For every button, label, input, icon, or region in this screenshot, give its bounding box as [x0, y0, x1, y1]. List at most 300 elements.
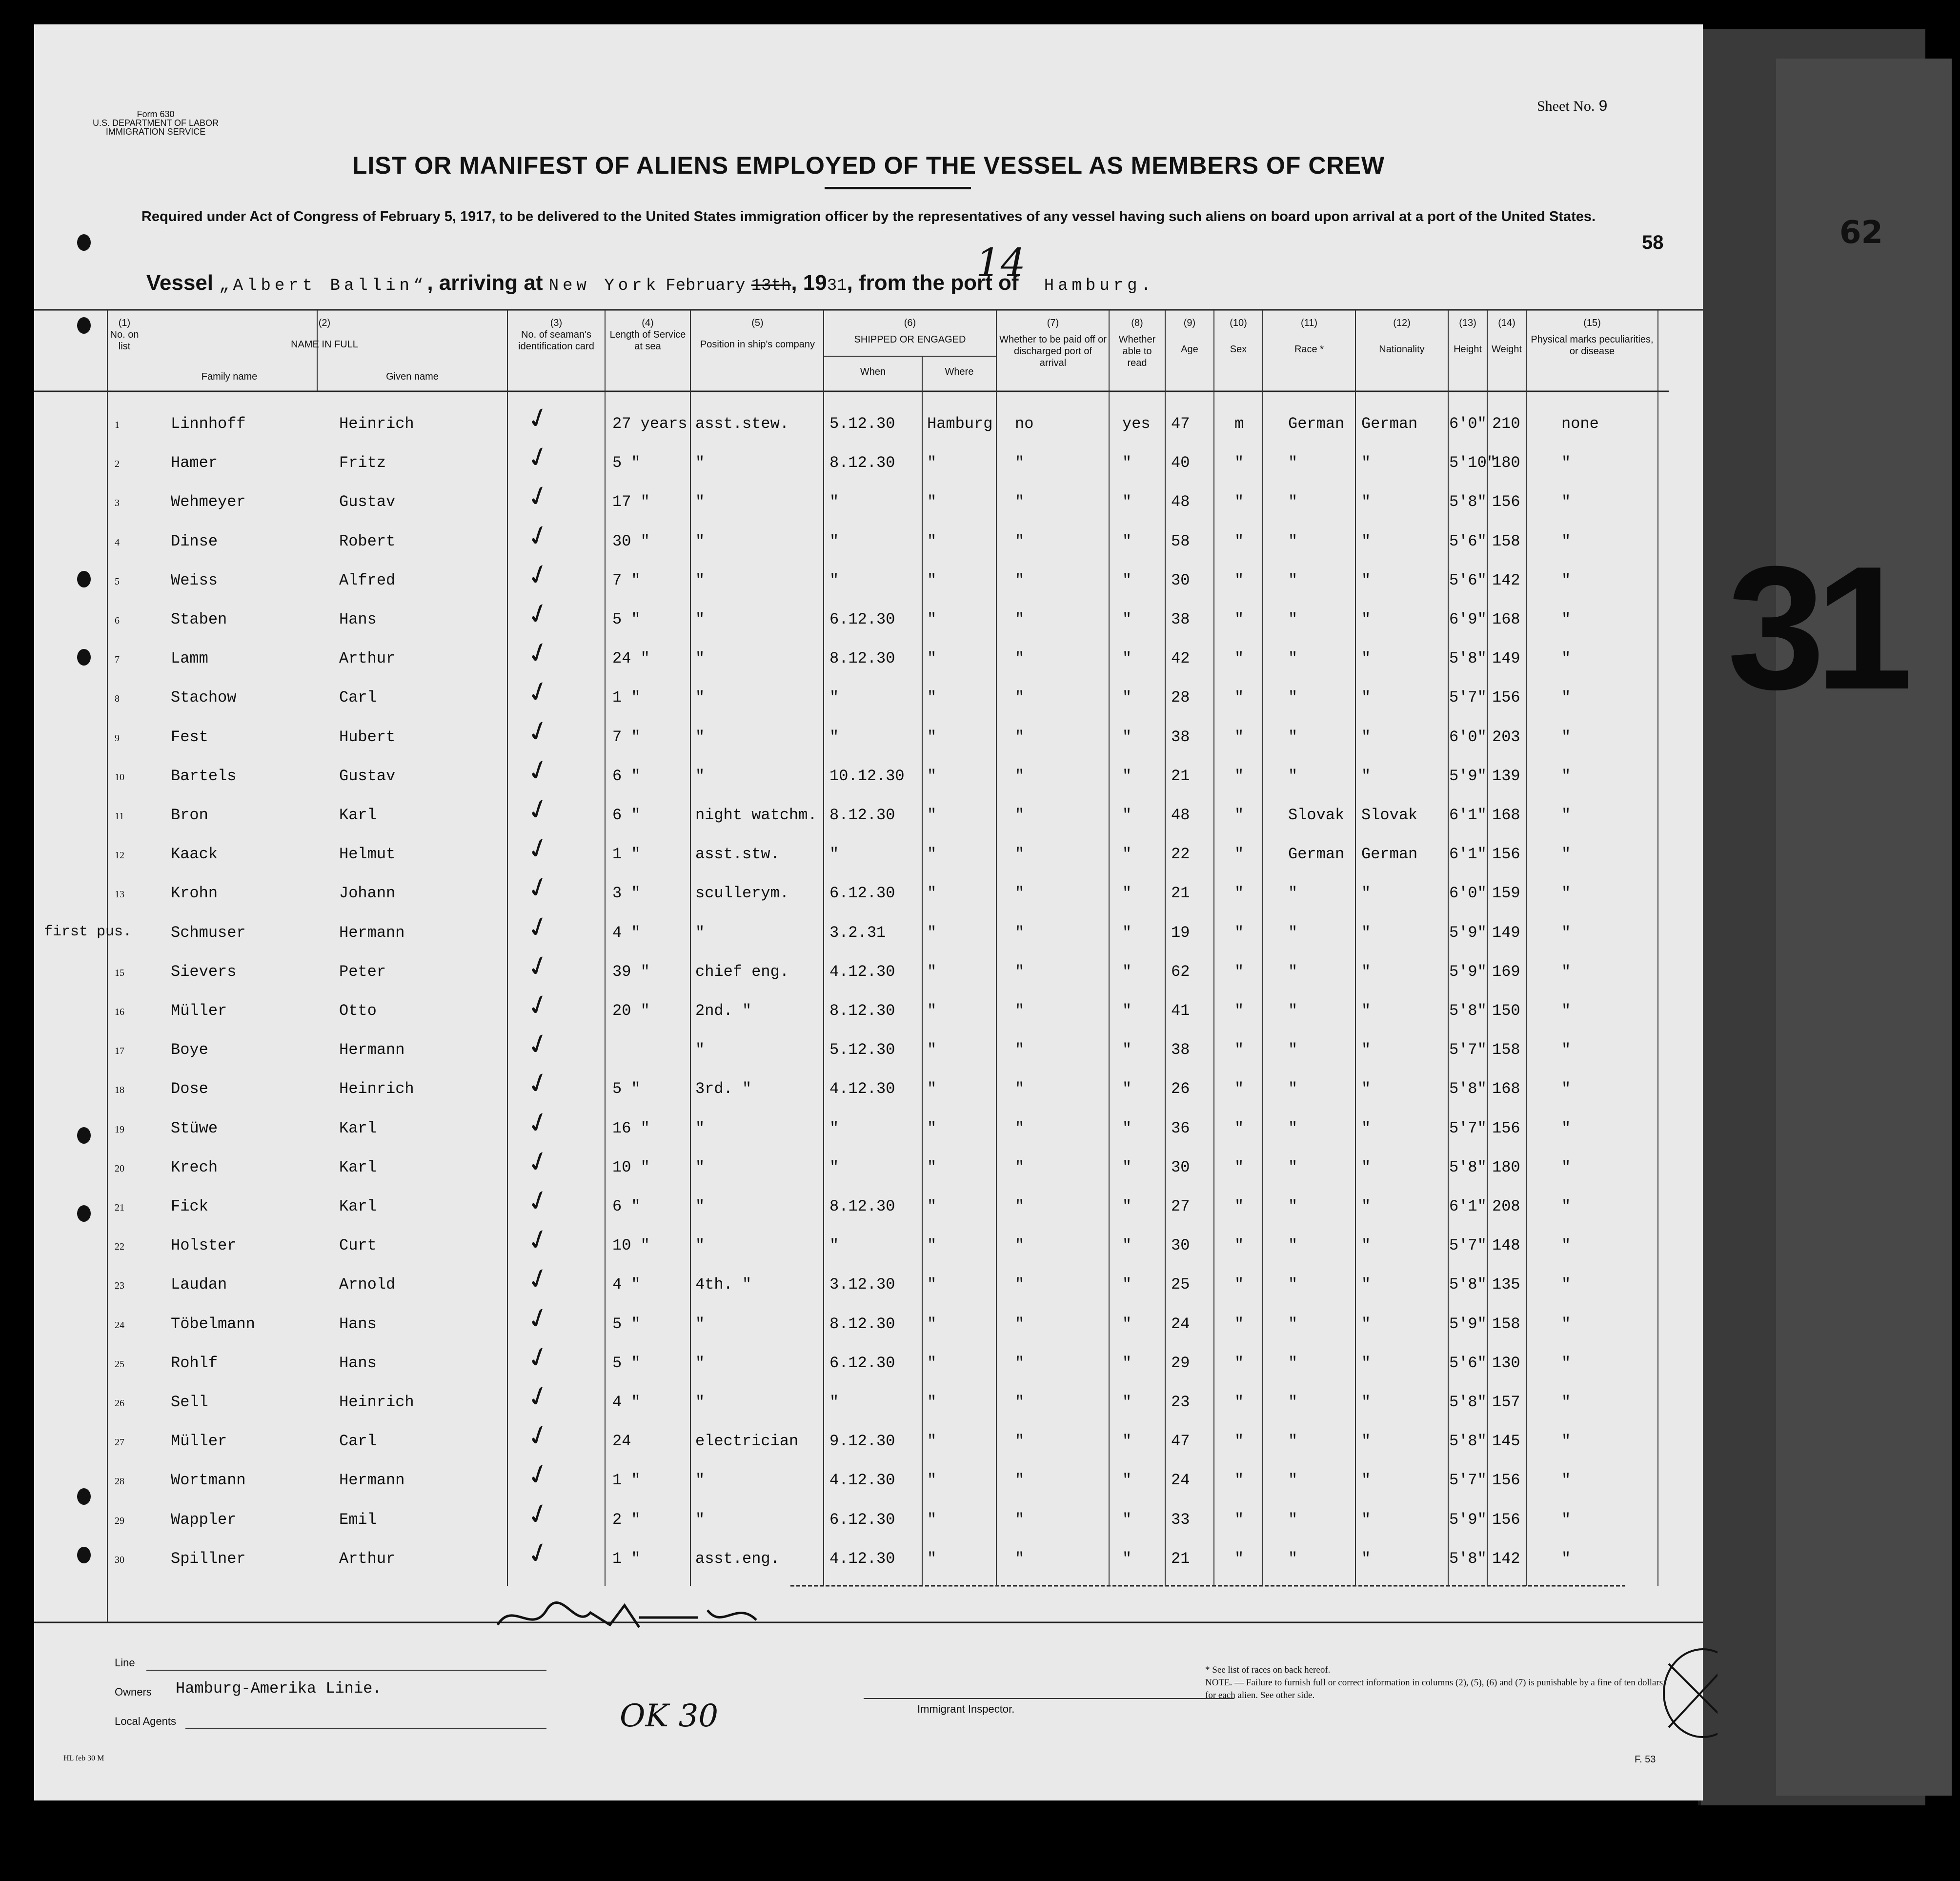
- engaged-date-cell: 3.2.31: [829, 923, 886, 942]
- physical-marks-cell: ": [1561, 1354, 1571, 1372]
- sex-cell: ": [1234, 1471, 1244, 1490]
- age-cell: 23: [1171, 1393, 1190, 1411]
- length-of-service-cell: 27 years: [612, 415, 687, 433]
- height-cell: 6'0": [1449, 728, 1487, 746]
- engaged-port-cell: ": [927, 1158, 937, 1176]
- engaged-date-cell: ": [829, 1393, 839, 1411]
- sex-cell: ": [1234, 688, 1244, 707]
- length-of-service-cell: 6 ": [612, 767, 641, 785]
- ship-position-cell: ": [695, 571, 705, 589]
- race-cell: ": [1288, 884, 1298, 903]
- title-underline: [825, 187, 971, 189]
- checkmark-icon: ✓: [523, 791, 554, 829]
- row-number: 16: [115, 1007, 124, 1017]
- nationality-cell: ": [1361, 728, 1371, 746]
- height-cell: 6'1": [1449, 1197, 1487, 1215]
- checkmark-icon: ✓: [523, 1182, 554, 1220]
- given-name-cell: Karl: [339, 806, 377, 824]
- sex-cell: ": [1234, 1041, 1244, 1059]
- given-name-cell: Carl: [339, 688, 377, 707]
- able-to-read-cell: ": [1122, 767, 1132, 785]
- checkmark-icon: ✓: [523, 634, 554, 672]
- background-folder-back: [1776, 59, 1952, 1796]
- ship-position-cell: ": [695, 1158, 705, 1176]
- nationality-cell: ": [1361, 1549, 1371, 1568]
- binder-hole: [77, 1127, 91, 1144]
- sheet-number: [1537, 98, 1608, 116]
- binder-hole: [77, 1488, 91, 1505]
- able-to-read-cell: ": [1122, 923, 1132, 942]
- checkmark-icon: ✓: [523, 830, 554, 868]
- weight-cell: 142: [1492, 571, 1520, 589]
- sex-cell: ": [1234, 728, 1244, 746]
- paid-off-cell: ": [1015, 532, 1025, 550]
- height-cell: 5'9": [1449, 962, 1487, 981]
- nationality-cell: ": [1361, 1471, 1371, 1490]
- age-cell: 41: [1171, 1002, 1190, 1020]
- column-index: (6): [904, 318, 916, 328]
- family-name-cell: Lamm: [171, 649, 208, 668]
- line-rule: [146, 1670, 546, 1671]
- length-of-service-cell: 4 ": [612, 923, 641, 942]
- ship-position-cell: electrician: [695, 1432, 799, 1451]
- physical-marks-cell: ": [1561, 1236, 1571, 1255]
- paid-off-cell: ": [1015, 454, 1025, 472]
- age-cell: 21: [1171, 1549, 1190, 1568]
- weight-cell: 168: [1492, 806, 1520, 824]
- family-name-cell: Krohn: [171, 884, 218, 903]
- height-cell: 5'8": [1449, 1158, 1487, 1176]
- sex-cell: ": [1234, 1197, 1244, 1215]
- engaged-port-cell: ": [927, 1471, 937, 1490]
- race-cell: ": [1288, 688, 1298, 707]
- nationality-cell: ": [1361, 1119, 1371, 1137]
- row-number: 7: [115, 654, 120, 666]
- family-name-cell: Laudan: [171, 1275, 227, 1294]
- able-to-read-cell: ": [1122, 649, 1132, 668]
- row-number: 29: [115, 1515, 124, 1526]
- paid-off-cell: ": [1015, 845, 1025, 864]
- able-to-read-cell: ": [1122, 728, 1132, 746]
- binder-hole: [77, 1205, 91, 1222]
- able-to-read-cell: ": [1122, 1315, 1132, 1333]
- ship-position-cell: ": [695, 728, 705, 746]
- sex-cell: ": [1234, 884, 1244, 903]
- arrival-month: February: [666, 277, 746, 295]
- physical-marks-cell: ": [1561, 728, 1571, 746]
- column-label: NAME IN FULL: [291, 339, 358, 350]
- sex-cell: ": [1234, 571, 1244, 589]
- race-cell: ": [1288, 1197, 1298, 1215]
- paid-off-cell: ": [1015, 1393, 1025, 1411]
- column-index: (10): [1230, 318, 1247, 328]
- column-label: No. of seaman's identification card: [518, 329, 594, 352]
- column-header-nationality: [1355, 317, 1448, 355]
- given-name-cell: Hermann: [339, 1041, 405, 1059]
- length-of-service-cell: 30 ": [612, 532, 650, 550]
- sex-cell: ": [1234, 767, 1244, 785]
- height-cell: 5'8": [1449, 1549, 1487, 1568]
- nationality-cell: ": [1361, 767, 1371, 785]
- sex-cell: ": [1234, 610, 1244, 628]
- age-cell: 25: [1171, 1275, 1190, 1294]
- age-cell: 47: [1171, 1432, 1190, 1451]
- family-name-cell: Bron: [171, 806, 208, 824]
- ship-position-cell: 3rd. ": [695, 1080, 752, 1098]
- paid-off-cell: ": [1015, 1080, 1025, 1098]
- height-cell: 5'6": [1449, 1354, 1487, 1372]
- given-name-cell: Heinrich: [339, 1080, 414, 1098]
- age-cell: 42: [1171, 649, 1190, 668]
- family-name-cell: Sievers: [171, 962, 237, 981]
- sex-cell: ": [1234, 845, 1244, 864]
- family-name-cell: Boye: [171, 1041, 208, 1059]
- height-cell: 5'8": [1449, 649, 1487, 668]
- engaged-port-cell: ": [927, 845, 937, 864]
- legal-requirement: Required under Act of Congress of February 5, 1917, to be delivered to the United States immigration officer by the representatives of any vessel having such aliens on board upon arrival at a port of the United States.: [141, 209, 1596, 224]
- given-name-cell: Gustav: [339, 767, 396, 785]
- checkmark-icon: ✓: [523, 1221, 554, 1259]
- nationality-cell: ": [1361, 962, 1371, 981]
- given-name-cell: Helmut: [339, 845, 396, 864]
- inspector-rule: [864, 1698, 1234, 1699]
- family-name-cell: Holster: [171, 1236, 237, 1255]
- agents-rule: [185, 1728, 546, 1729]
- race-cell: ": [1288, 923, 1298, 942]
- local-agents-label: Local Agents: [115, 1715, 176, 1727]
- engaged-port-cell: ": [927, 1510, 937, 1529]
- sex-cell: ": [1234, 1158, 1244, 1176]
- nationality-cell: ": [1361, 649, 1371, 668]
- paid-off-cell: ": [1015, 1549, 1025, 1568]
- age-cell: 62: [1171, 962, 1190, 981]
- sheet-number-label: Sheet No.: [1537, 98, 1595, 114]
- sex-cell: ": [1234, 1393, 1244, 1411]
- weight-cell: 142: [1492, 1549, 1520, 1568]
- column-index: (9): [1183, 318, 1196, 328]
- race-cell: ": [1288, 1080, 1298, 1098]
- able-to-read-cell: ": [1122, 532, 1132, 550]
- checkmark-icon: ✓: [523, 439, 554, 476]
- arrival-year: 31: [827, 277, 847, 295]
- column-header-age: [1165, 317, 1214, 355]
- family-name-cell: Schmuser: [171, 923, 246, 942]
- ship-position-cell: ": [695, 649, 705, 668]
- physical-marks-cell: ": [1561, 532, 1571, 550]
- paid-off-cell: ": [1015, 1432, 1025, 1451]
- able-to-read-cell: ": [1122, 493, 1132, 511]
- engaged-port-cell: ": [927, 1041, 937, 1059]
- column-label: Nationality: [1379, 344, 1425, 355]
- weight-cell: 148: [1492, 1236, 1520, 1255]
- sex-cell: ": [1234, 1080, 1244, 1098]
- paid-off-cell: ": [1015, 688, 1025, 707]
- height-cell: 5'7": [1449, 688, 1487, 707]
- height-cell: 5'6": [1449, 532, 1487, 550]
- weight-cell: 156: [1492, 493, 1520, 511]
- engaged-date-cell: 8.12.30: [829, 1197, 895, 1215]
- paid-off-cell: ": [1015, 728, 1025, 746]
- nationality-cell: ": [1361, 1158, 1371, 1176]
- ship-position-cell: ": [695, 688, 705, 707]
- weight-cell: 210: [1492, 415, 1520, 433]
- able-to-read-cell: ": [1122, 806, 1132, 824]
- weight-cell: 180: [1492, 454, 1520, 472]
- family-name-cell: Wehmeyer: [171, 493, 246, 511]
- family-name-cell: Weiss: [171, 571, 218, 589]
- height-cell: 5'7": [1449, 1236, 1487, 1255]
- ship-position-cell: ": [695, 454, 705, 472]
- engaged-port-cell: ": [927, 1549, 937, 1568]
- row-number: 27: [115, 1437, 124, 1448]
- engaged-date-cell: ": [829, 728, 839, 746]
- height-cell: 5'7": [1449, 1119, 1487, 1137]
- engaged-date-cell: 5.12.30: [829, 415, 895, 433]
- checkmark-icon: ✓: [523, 1026, 554, 1063]
- able-to-read-cell: ": [1122, 845, 1132, 864]
- row-number: 10: [115, 771, 124, 783]
- engaged-port-cell: ": [927, 767, 937, 785]
- weight-cell: 180: [1492, 1158, 1520, 1176]
- length-of-service-cell: 10 ": [612, 1236, 650, 1255]
- signature-scribble: [493, 1591, 766, 1644]
- family-name-cell: Bartels: [171, 767, 237, 785]
- ship-position-cell: ": [695, 1354, 705, 1372]
- family-name-cell: Wortmann: [171, 1471, 246, 1490]
- given-name-cell: Heinrich: [339, 1393, 414, 1411]
- family-name-cell: Linnhoff: [171, 415, 246, 433]
- physical-marks-cell: ": [1561, 806, 1571, 824]
- ship-position-cell: ": [695, 610, 705, 628]
- sex-cell: ": [1234, 1549, 1244, 1568]
- engaged-date-cell: 8.12.30: [829, 806, 895, 824]
- engaged-date-cell: ": [829, 532, 839, 550]
- length-of-service-cell: 39 ": [612, 962, 650, 981]
- able-to-read-cell: ": [1122, 1002, 1132, 1020]
- from-port-label: , from the port of: [847, 271, 1019, 295]
- paid-off-cell: ": [1015, 1510, 1025, 1529]
- physical-marks-cell: ": [1561, 688, 1571, 707]
- race-cell: ": [1288, 962, 1298, 981]
- length-of-service-cell: 1 ": [612, 845, 641, 864]
- engaged-port-cell: ": [927, 1119, 937, 1137]
- row-number: 6: [115, 615, 120, 626]
- length-of-service-cell: 16 ": [612, 1119, 650, 1137]
- nationality-cell: ": [1361, 1432, 1371, 1451]
- able-to-read-cell: ": [1122, 1354, 1132, 1372]
- engaged-port-cell: Hamburg: [927, 415, 993, 433]
- nationality-cell: ": [1361, 1275, 1371, 1294]
- column-header-name: [141, 317, 507, 350]
- column-label: Age: [1181, 344, 1198, 355]
- ship-position-cell: night watchm.: [695, 806, 817, 824]
- row-number: 30: [115, 1554, 124, 1565]
- physical-marks-cell: ": [1561, 1002, 1571, 1020]
- nationality-cell: ": [1361, 884, 1371, 903]
- physical-marks-cell: ": [1561, 571, 1571, 589]
- engaged-port-cell: ": [927, 1002, 937, 1020]
- checkmark-icon: ✓: [523, 948, 554, 985]
- height-cell: 5'7": [1449, 1471, 1487, 1490]
- column-subheader-where: Where: [945, 366, 974, 377]
- race-cell: ": [1288, 610, 1298, 628]
- binder-hole: [77, 1547, 91, 1563]
- sex-cell: ": [1234, 532, 1244, 550]
- footer-note: [1205, 1664, 1664, 1702]
- given-name-cell: Carl: [339, 1432, 377, 1451]
- engaged-date-cell: 4.12.30: [829, 962, 895, 981]
- column-index: (1): [118, 318, 131, 328]
- ship-position-cell: chief eng.: [695, 962, 789, 981]
- engaged-date-cell: ": [829, 1236, 839, 1255]
- physical-marks-cell: ": [1561, 1315, 1571, 1333]
- column-index: (4): [642, 318, 654, 328]
- family-name-cell: Sell: [171, 1393, 208, 1411]
- height-cell: 6'1": [1449, 806, 1487, 824]
- sex-cell: ": [1234, 923, 1244, 942]
- race-cell: ": [1288, 1002, 1298, 1020]
- age-cell: 38: [1171, 1041, 1190, 1059]
- line-label: Line: [115, 1657, 135, 1669]
- column-header-shipped: [824, 317, 996, 345]
- physical-marks-cell: ": [1561, 884, 1571, 903]
- race-cell: Slovak: [1288, 806, 1345, 824]
- given-name-cell: Karl: [339, 1197, 377, 1215]
- able-to-read-cell: ": [1122, 884, 1132, 903]
- family-name-cell: Kaack: [171, 845, 218, 864]
- race-cell: ": [1288, 1471, 1298, 1490]
- paid-off-cell: ": [1015, 767, 1025, 785]
- height-cell: 5'8": [1449, 1002, 1487, 1020]
- given-name-cell: Curt: [339, 1236, 377, 1255]
- weight-cell: 169: [1492, 962, 1520, 981]
- length-of-service-cell: 5 ": [612, 454, 641, 472]
- checkmark-icon: ✓: [523, 752, 554, 789]
- physical-marks-cell: ": [1561, 1510, 1571, 1529]
- paid-off-cell: ": [1015, 1158, 1025, 1176]
- race-note: * See list of races on back hereof.: [1205, 1665, 1331, 1675]
- sex-cell: ": [1234, 493, 1244, 511]
- age-cell: 30: [1171, 571, 1190, 589]
- family-name-cell: Müller: [171, 1432, 227, 1451]
- able-to-read-cell: ": [1122, 610, 1132, 628]
- family-name-cell: Wappler: [171, 1510, 237, 1529]
- ship-position-cell: ": [695, 1236, 705, 1255]
- given-name-cell: Hermann: [339, 923, 405, 942]
- column-header-read: [1111, 317, 1163, 369]
- year-label: , 19: [791, 271, 827, 295]
- nationality-cell: ": [1361, 1393, 1371, 1411]
- length-of-service-cell: 1 ": [612, 688, 641, 707]
- column-header-position: [693, 317, 822, 350]
- checkmark-icon: ✓: [523, 595, 554, 633]
- given-name-cell: Hans: [339, 1354, 377, 1372]
- manifest-sheet: [34, 24, 1703, 1800]
- age-cell: 33: [1171, 1510, 1190, 1529]
- column-header-sex: [1214, 317, 1263, 355]
- physical-marks-cell: ": [1561, 1119, 1571, 1137]
- column-header-physical-marks: [1529, 317, 1656, 357]
- age-cell: 27: [1171, 1197, 1190, 1215]
- paid-off-cell: ": [1015, 1315, 1025, 1333]
- sex-cell: ": [1234, 1236, 1244, 1255]
- nationality-cell: ": [1361, 1197, 1371, 1215]
- engaged-date-cell: ": [829, 1119, 839, 1137]
- weight-cell: 139: [1492, 767, 1520, 785]
- family-name-cell: Fick: [171, 1197, 208, 1215]
- engaged-date-cell: 8.12.30: [829, 1315, 895, 1333]
- race-cell: German: [1288, 415, 1345, 433]
- engaged-date-cell: 4.12.30: [829, 1471, 895, 1490]
- arriving-label: , arriving at: [427, 271, 543, 295]
- binder-hole: [77, 317, 91, 334]
- engaged-date-cell: 4.12.30: [829, 1080, 895, 1098]
- row-number: 3: [115, 498, 120, 509]
- sex-cell: ": [1234, 1275, 1244, 1294]
- height-cell: 5'9": [1449, 1315, 1487, 1333]
- row-number: 5: [115, 576, 120, 587]
- nationality-cell: ": [1361, 1236, 1371, 1255]
- given-name-cell: Heinrich: [339, 415, 414, 433]
- engaged-port-cell: ": [927, 1354, 937, 1372]
- nationality-cell: ": [1361, 493, 1371, 511]
- engaged-date-cell: ": [829, 1158, 839, 1176]
- able-to-read-cell: ": [1122, 1236, 1132, 1255]
- weight-cell: 168: [1492, 610, 1520, 628]
- checkmark-icon: ✓: [523, 1260, 554, 1298]
- given-name-cell: Karl: [339, 1119, 377, 1137]
- engaged-port-cell: ": [927, 454, 937, 472]
- handwritten-total: OK 30: [620, 1698, 719, 1734]
- weight-cell: 156: [1492, 845, 1520, 864]
- engaged-date-cell: ": [829, 845, 839, 864]
- length-of-service-cell: 24: [612, 1432, 631, 1451]
- column-index: (15): [1583, 318, 1601, 328]
- length-of-service-cell: 24 ": [612, 649, 650, 668]
- inspector-label: Immigrant Inspector.: [917, 1703, 1015, 1715]
- engaged-port-cell: ": [927, 1393, 937, 1411]
- length-of-service-cell: 4 ": [612, 1275, 641, 1294]
- age-cell: 26: [1171, 1080, 1190, 1098]
- able-to-read-cell: ": [1122, 1510, 1132, 1529]
- length-of-service-cell: 6 ": [612, 806, 641, 824]
- age-cell: 29: [1171, 1354, 1190, 1372]
- row-number: 19: [115, 1124, 124, 1135]
- physical-marks-cell: ": [1561, 845, 1571, 864]
- column-label: Weight: [1492, 344, 1522, 355]
- age-cell: 21: [1171, 884, 1190, 903]
- handwritten-signature: [493, 1591, 766, 1651]
- length-of-service-cell: 1 ": [612, 1549, 641, 1568]
- family-name-cell: Krech: [171, 1158, 218, 1176]
- weight-cell: 158: [1492, 1315, 1520, 1333]
- paid-off-cell: ": [1015, 1002, 1025, 1020]
- length-of-service-cell: 2 ": [612, 1510, 641, 1529]
- checkmark-icon: ✓: [523, 1339, 554, 1376]
- paid-off-cell: ": [1015, 1197, 1025, 1215]
- nationality-cell: German: [1361, 845, 1418, 864]
- height-cell: 5'9": [1449, 923, 1487, 942]
- row-number: 28: [115, 1476, 124, 1487]
- ship-position-cell: ": [695, 493, 705, 511]
- able-to-read-cell: ": [1122, 1432, 1132, 1451]
- weight-cell: 156: [1492, 1471, 1520, 1490]
- family-name-cell: Dinse: [171, 532, 218, 550]
- paid-off-cell: ": [1015, 493, 1025, 511]
- race-cell: ": [1288, 1119, 1298, 1137]
- checkmark-icon: ✓: [523, 1104, 554, 1142]
- form-number: Form 630: [137, 109, 175, 119]
